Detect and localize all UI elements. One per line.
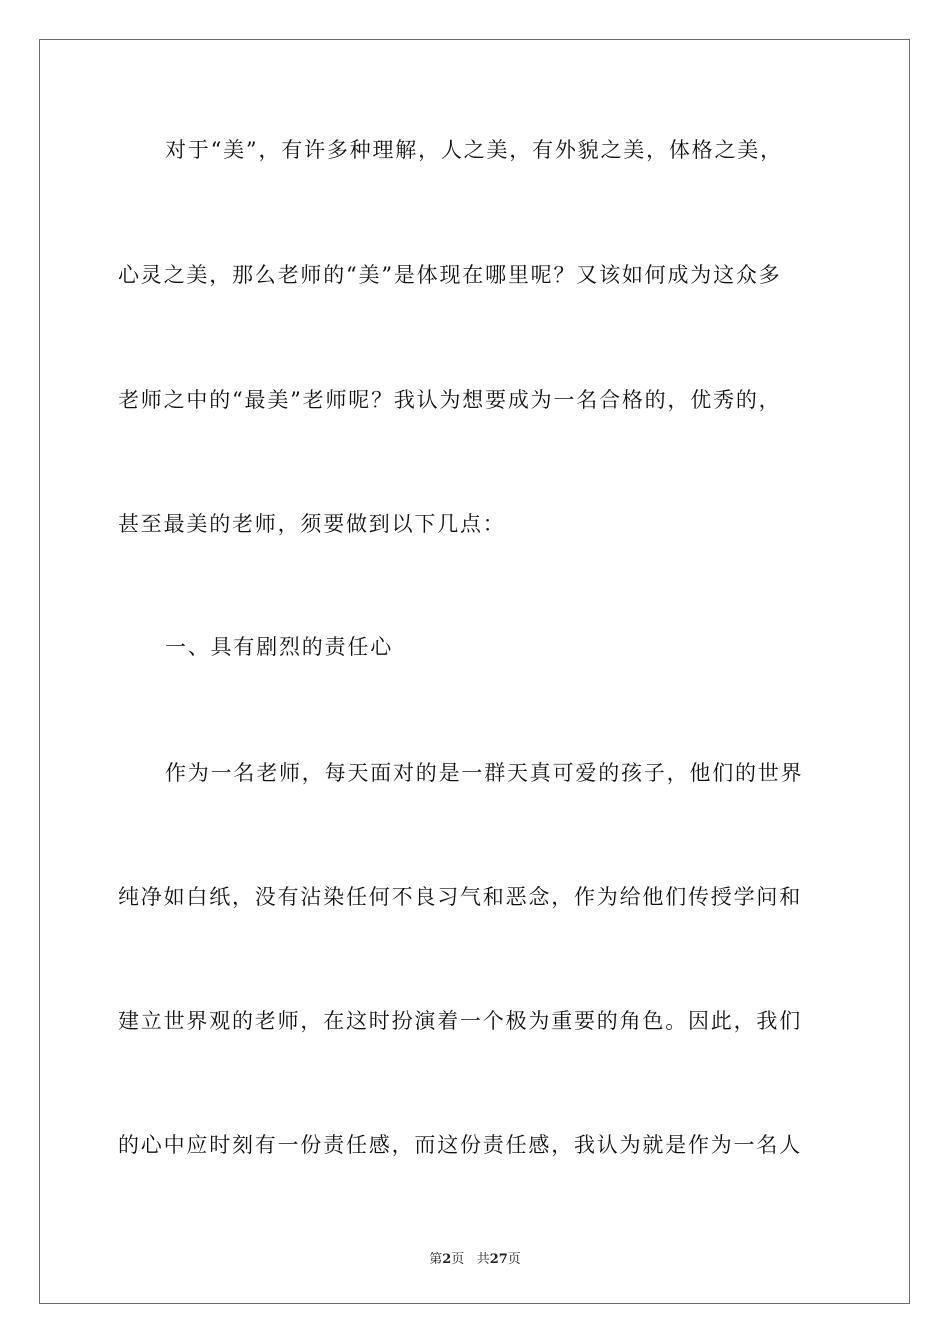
page-prefix: 第 bbox=[429, 1252, 443, 1267]
page-number: 2 bbox=[442, 1252, 452, 1267]
total-pages: 27 bbox=[489, 1252, 508, 1267]
section-heading: 一、具有剧烈的责任心 bbox=[165, 635, 393, 659]
paragraph-line-2: 心灵之美，那么老师的“美”是体现在哪里呢？又该如何成为这众多 bbox=[118, 263, 782, 287]
page-suffix: 页 bbox=[451, 1252, 465, 1267]
paragraph-line-6: 纯净如白纸，没有沾染任何不良习气和恶念，作为给他们传授学问和 bbox=[118, 885, 802, 909]
paragraph-line-4: 甚至最美的老师，须要做到以下几点： bbox=[118, 512, 506, 536]
total-suffix: 页 bbox=[507, 1252, 521, 1267]
paragraph-line-7: 建立世界观的老师，在这时扮演着一个极为重要的角色。因此，我们 bbox=[118, 1009, 802, 1033]
paragraph-line-5: 作为一名老师，每天面对的是一群天真可爱的孩子，他们的世界 bbox=[165, 761, 804, 785]
paragraph-line-3: 老师之中的“最美”老师呢？我认为想要成为一名合格的，优秀的， bbox=[118, 388, 782, 412]
paragraph-line-1: 对于“美”，有许多种理解，人之美，有外貌之美，体格之美， bbox=[165, 138, 783, 162]
page-footer bbox=[0, 1248, 950, 1267]
page-border bbox=[39, 39, 910, 1304]
paragraph-line-8: 的心中应时刻有一份责任感，而这份责任感，我认为就是作为一名人 bbox=[118, 1133, 802, 1157]
total-prefix: 共 bbox=[476, 1252, 490, 1267]
